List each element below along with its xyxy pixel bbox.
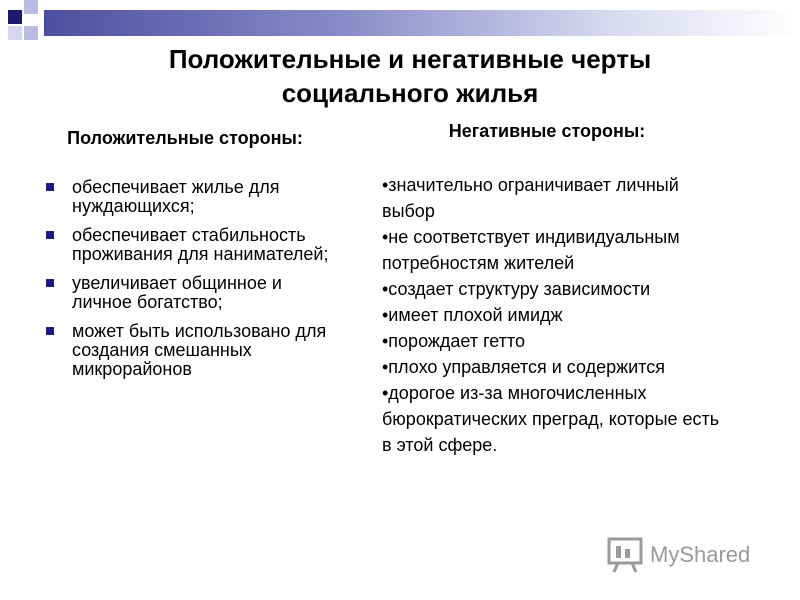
list-item: •значительно ограничивает личный выбор — [382, 175, 679, 221]
list-item — [44, 226, 329, 264]
presentation-board-icon — [606, 536, 646, 574]
list-item: •дорогое из-за многочисленных бюрократических преград, которые есть в этой сфере. — [382, 383, 720, 455]
deco-square-light — [24, 0, 38, 14]
negative-list — [382, 172, 732, 458]
deco-square-dark — [8, 10, 22, 24]
list-item-text: обеспечивает стабильность проживания для нанимателей; — [72, 225, 329, 264]
positive-list — [44, 178, 329, 389]
list-item — [44, 178, 329, 216]
list-item-text: увеличивает общинное и личное богатство; — [72, 273, 282, 312]
list-item: •порождает гетто — [382, 331, 525, 351]
list-item-text: может быть использовано для создания смешанных микрорайонов — [72, 321, 327, 379]
square-bullet-icon — [46, 279, 54, 287]
deco-square-mid — [8, 26, 22, 40]
square-bullet-icon — [46, 183, 54, 191]
watermark-text: MyShared — [650, 542, 751, 567]
watermark-logo — [606, 536, 766, 576]
header-gradient-bar — [44, 10, 800, 36]
list-item: •плохо управляется и содержится — [382, 357, 666, 377]
square-bullet-icon — [46, 327, 54, 335]
square-bullet-icon — [46, 231, 54, 239]
positive-heading: Положительные стороны: — [67, 128, 303, 148]
list-item-text: обеспечивает жилье для нуждающихся; — [72, 177, 280, 216]
list-item: •имеет плохой имидж — [382, 305, 563, 325]
slide-title: Положительные и негативные черты социального жилья — [168, 44, 652, 108]
negative-heading: Негативные стороны: — [448, 121, 646, 141]
list-item: •создает структуру зависимости — [382, 279, 651, 299]
list-item — [44, 274, 329, 312]
list-item: •не соответствует индивидуальным потребностям жителей — [382, 227, 680, 273]
list-item — [44, 322, 329, 379]
deco-square-light — [24, 26, 38, 40]
